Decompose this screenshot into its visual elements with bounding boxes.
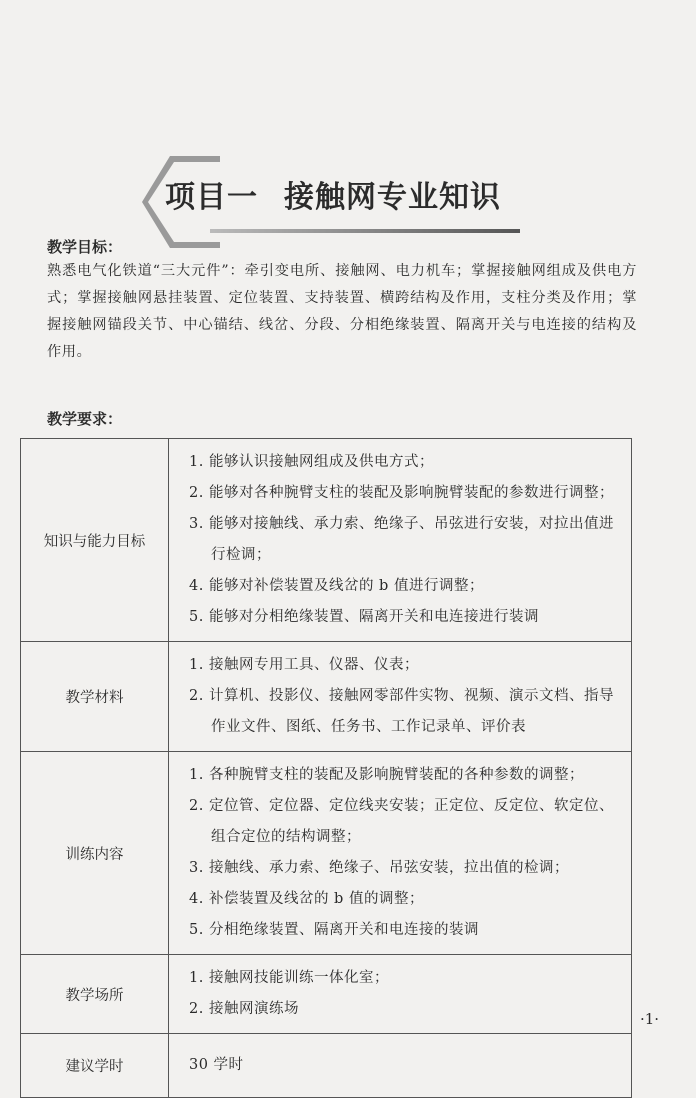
list-item: 5. 分相绝缘装置、隔离开关和电连接的装调 [189,922,479,938]
list-item: 4. 补偿装置及线岔的 b 值的调整； [189,891,424,907]
list-item: 4. 能够对补偿装置及线岔的 b 值进行调整； [189,578,484,594]
row-content [169,752,632,955]
teaching-goals-text: 熟悉电气化铁道“三大元件”：牵引变电所、接触网、电力机车；掌握接触网组成及供电方式；掌握接触网悬挂装置、定位装置、支持装置、横跨结构及作用，支柱分类及作用；掌握接触网锚段关节、中心锚结、线岔、分段、分相绝缘装置、隔离开关与电连接的结构及作用。 [47,263,637,360]
project-name: 接触网专业知识 [284,180,501,215]
list-item: 30 学时 [189,1057,244,1073]
table-row [21,642,632,752]
list-item: 3. 接触线、承力索、绝缘子、吊弦安装，拉出值的检调； [189,860,569,876]
project-title [165,172,545,216]
row-content [169,642,632,752]
requirements-table [20,438,632,1098]
title-underline [210,229,520,233]
list-item: 5. 能够对分相绝缘装置、隔离开关和电连接进行装调 [189,609,539,625]
row-header: 训练内容 [21,752,169,955]
table-row [21,955,632,1034]
row-header: 建议学时 [21,1034,169,1098]
row-content [169,439,632,642]
teaching-requirements-label: 教学要求： [47,410,123,428]
list-item: 1. 接触网技能训练一体化室； [189,970,389,986]
table-row [21,439,632,642]
list-item: 1. 各种腕臂支柱的装配及影响腕臂装配的各种参数的调整； [189,767,584,783]
list-item: 3. 能够对接触线、承力索、绝缘子、吊弦进行安装，对拉出值进行检调； [189,516,614,563]
row-header: 教学材料 [21,642,169,752]
row-header: 教学场所 [21,955,169,1034]
list-item: 2. 定位管、定位器、定位线夹安装；正定位、反定位、软定位、组合定位的结构调整； [189,798,614,845]
table-row [21,752,632,955]
row-content [169,955,632,1034]
list-item: 2. 计算机、投影仪、接触网零部件实物、视频、演示文档、指导作业文件、图纸、任务书、工作记录单、评价表 [189,688,614,735]
list-item: 1. 接触网专用工具、仪器、仪表； [189,657,419,673]
page-number: ·1· [640,1010,660,1028]
list-item: 2. 能够对各种腕臂支柱的装配及影响腕臂装配的参数进行调整； [189,485,614,501]
teaching-goals-label: 教学目标： [47,238,123,256]
list-item: 2. 接触网演练场 [189,1001,299,1017]
project-number: 项目一 [165,180,258,215]
list-item: 1. 能够认识接触网组成及供电方式； [189,454,434,470]
row-header: 知识与能力目标 [21,439,169,642]
